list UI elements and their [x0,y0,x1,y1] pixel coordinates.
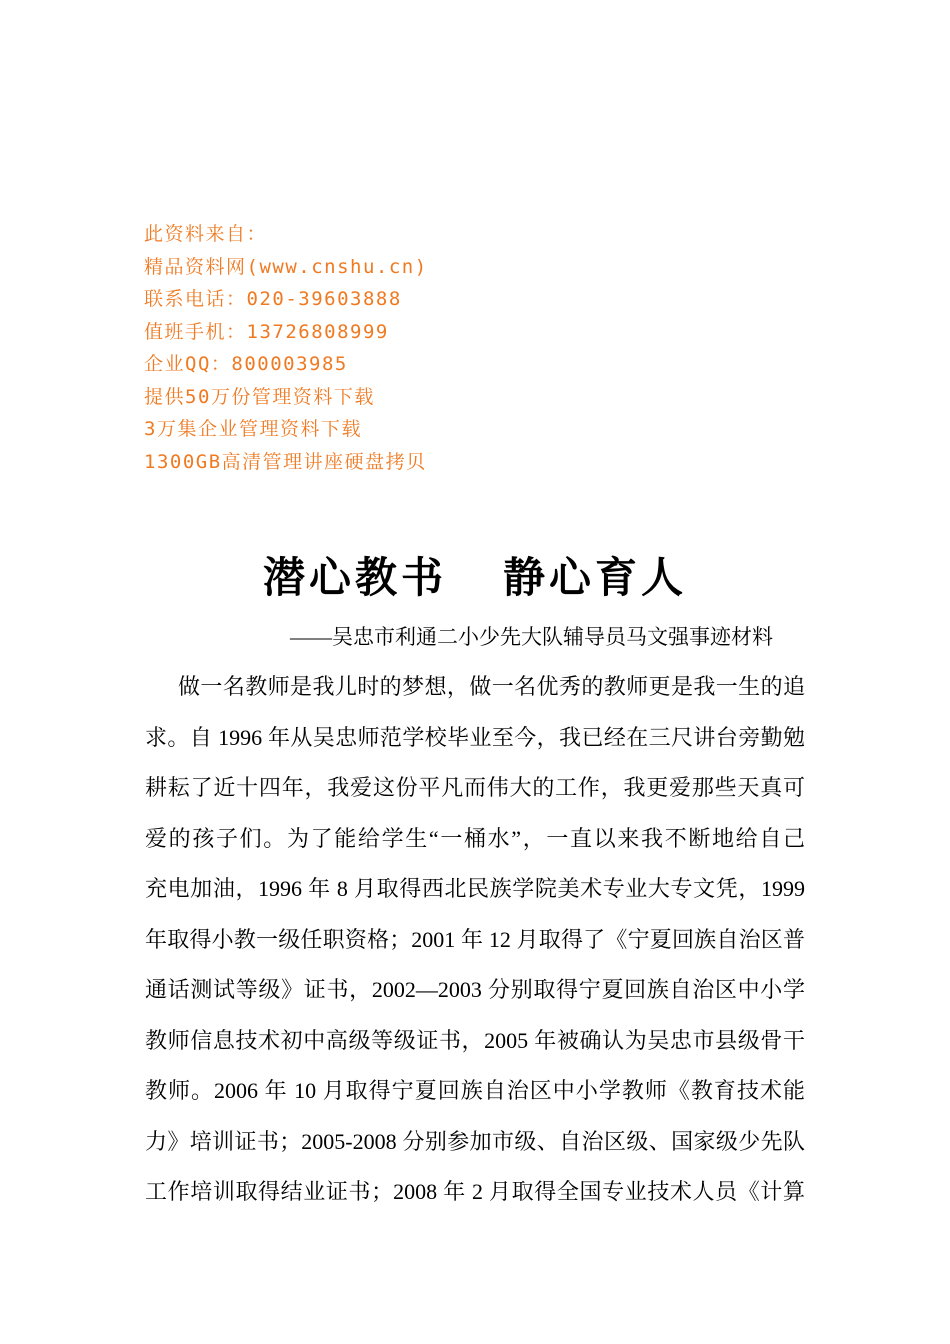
body-line: 爱的孩子们。为了能给学生“一桶水”，一直以来我不断地给自己 [145,825,805,851]
source-line: 此资料来自： [144,223,268,245]
document-subtitle: ——吴忠市利通二小少先大队辅导员马文强事迹材料 [290,625,773,649]
body-line: 通话测试等级》证书，2002—2003 分别取得宁夏回族自治区中小学 [145,977,805,1002]
body-line: 教师。2006 年 10 月取得宁夏回族自治区中小学教师《教育技术能 [145,1078,805,1103]
body-paragraph [145,662,805,1218]
title-part-1: 潜心教书 [262,553,447,602]
body-line: 做一名教师是我儿时的梦想，做一名优秀的教师更是我一生的追 [178,674,805,699]
source-line: 提供50万份管理资料下载 [144,385,375,408]
source-line-qq: 企业QQ：800003985 [144,353,348,375]
body-line: 力》培训证书；2005-2008 分别参加市级、自治区级、国家级少先队 [145,1128,805,1154]
source-info-block [144,218,664,478]
source-line: 1300GB高清管理讲座硬盘拷贝 [144,450,427,473]
title-part-2: 静心育人 [503,553,688,602]
source-line: 3万集企业管理资料下载 [144,418,362,440]
body-line: 年取得小教一级任职资格；2001 年 12 月取得了《宁夏回族自治区普 [145,926,805,952]
body-line: 耕耘了近十四年，我爱这份平凡而伟大的工作，我更爱那些天真可 [145,775,805,800]
document-title [0,548,950,608]
body-line: 求。自 1996 年从吴忠师范学校毕业至今，我已经在三尺讲台旁勤勉 [145,724,805,750]
source-line-phone: 联系电话：020-39603888 [144,288,402,310]
source-line-mobile: 值班手机：13726808999 [144,320,389,343]
body-line: 充电加油，1996 年 8 月取得西北民族学院美术专业大专文凭，1999 [145,876,805,901]
body-line: 教师信息技术初中高级等级证书，2005 年被确认为吴忠市县级骨干 [145,1027,805,1053]
body-line: 工作培训取得结业证书；2008 年 2 月取得全国专业技术人员《计算 [145,1179,805,1204]
source-line-website: 精品资料网(www.cnshu.cn) [144,255,428,278]
